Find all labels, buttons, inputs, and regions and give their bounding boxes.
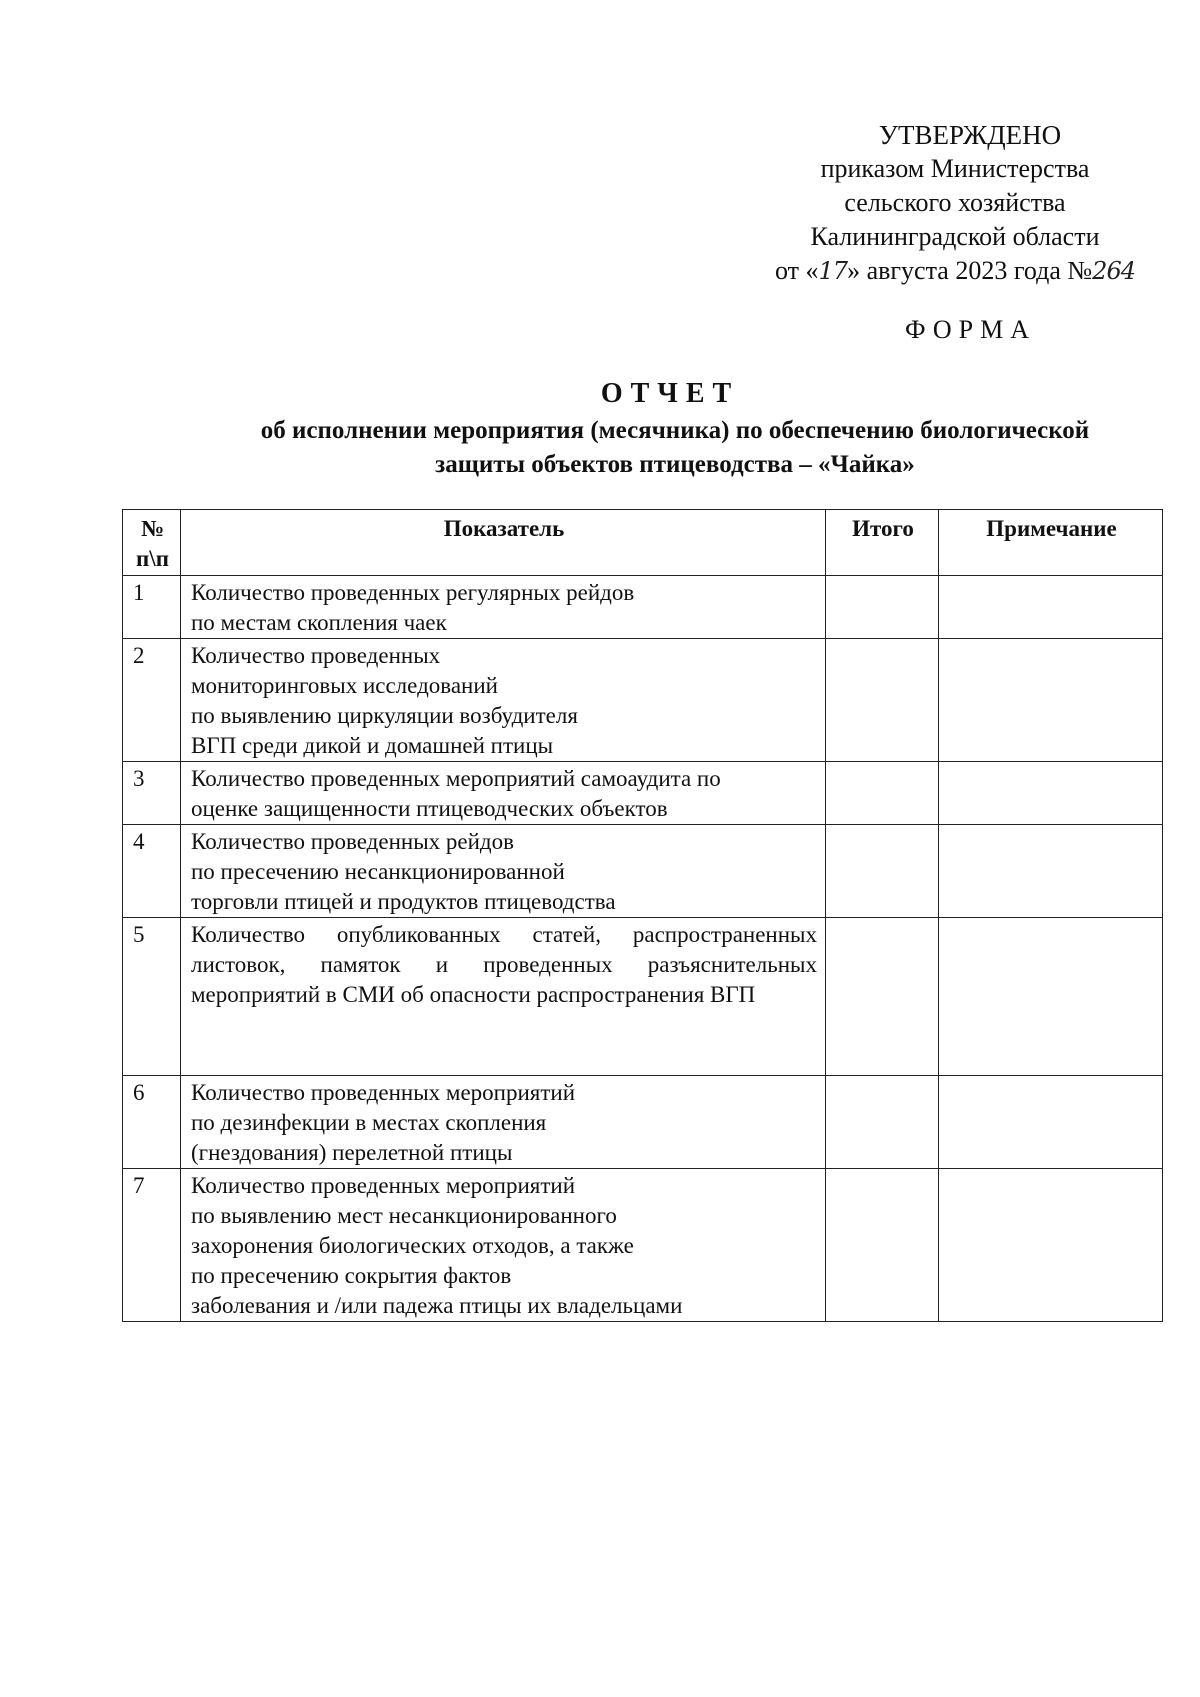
report-subtitle-line-2: защиты объектов птицеводства – «Чайка» [435,451,915,478]
row-total [826,762,939,825]
approval-block [760,118,1150,288]
header-total: Итого [826,510,939,576]
approval-date-line [760,254,1150,288]
table-row [123,1169,1163,1322]
row-indicator: Количество проведенных рейдов по пресечению несанкционированной торговли птицей и продуктов птицеводства [181,825,826,918]
row-number: 2 [123,639,181,762]
approval-line-ministry: приказом Министерства [820,154,1090,183]
row-number: 3 [123,762,181,825]
row-note [939,918,1163,1076]
row-note [939,639,1163,762]
row-total [826,576,939,639]
header-number [123,510,181,576]
table-row [123,576,1163,639]
row-number: 5 [123,918,181,1076]
report-table [122,509,1163,1322]
row-indicator: Количество проведенных мероприятий самоаудита по оценке защищенности птицеводческих объектов [181,762,826,825]
header-number-line-2: п\п [136,546,169,571]
approval-line-region: Калининградской области [810,222,1100,251]
date-prefix: от « [775,256,819,285]
report-subtitle-line-1: об исполнении мероприятия (месячника) по обеспечению биологической [260,417,1090,444]
row-total [826,918,939,1076]
row-note [939,762,1163,825]
form-label: ФОРМА [905,315,1036,344]
header-indicator: Показатель [181,510,826,576]
row-note [939,1169,1163,1322]
row-number: 6 [123,1076,181,1169]
row-note [939,825,1163,918]
report-subtitle [190,414,1160,482]
table-row [123,918,1163,1076]
approval-line-agriculture: сельского хозяйства [844,188,1066,217]
row-indicator: Количество проведенных мониторинговых исследований по выявлению циркуляции возбудителя ВГП среди дикой и домашней птицы [181,639,826,762]
table-row [123,1076,1163,1169]
row-number: 1 [123,576,181,639]
row-indicator: Количество проведенных мероприятий по дезинфекции в местах скопления (гнездования) перелетной птицы [181,1076,826,1169]
row-number: 4 [123,825,181,918]
row-total [826,1169,939,1322]
row-total [826,1076,939,1169]
row-total [826,639,939,762]
table-row [123,825,1163,918]
date-middle: » августа 2023 года № [847,256,1093,285]
handwritten-order-number: 264 [1092,257,1135,285]
row-indicator: Количество проведенных регулярных рейдов по местам скопления чаек [181,576,826,639]
handwritten-day: 17 [818,257,848,285]
table-row [123,639,1163,762]
approval-heading: УТВЕРЖДЕНО [878,120,1062,150]
header-note: Примечание [939,510,1163,576]
table-header-row [123,510,1163,576]
header-number-line-1: № [140,516,165,541]
row-total [826,825,939,918]
row-indicator: Количество опубликованных статей, распространенных листовок, памяток и проведенных разъяснительных мероприятий в СМИ об опасности распространения ВГП [181,918,826,1076]
row-note [939,576,1163,639]
row-note [939,1076,1163,1169]
row-indicator: Количество проведенных мероприятий по выявлению мест несанкционированного захоронения биологических отходов, а также по пресечению сокрытия фактов заболевания и /или падежа птицы их владельцами [181,1169,826,1322]
table-row [123,762,1163,825]
report-title: ОТЧЕТ [600,378,740,409]
row-number: 7 [123,1169,181,1322]
